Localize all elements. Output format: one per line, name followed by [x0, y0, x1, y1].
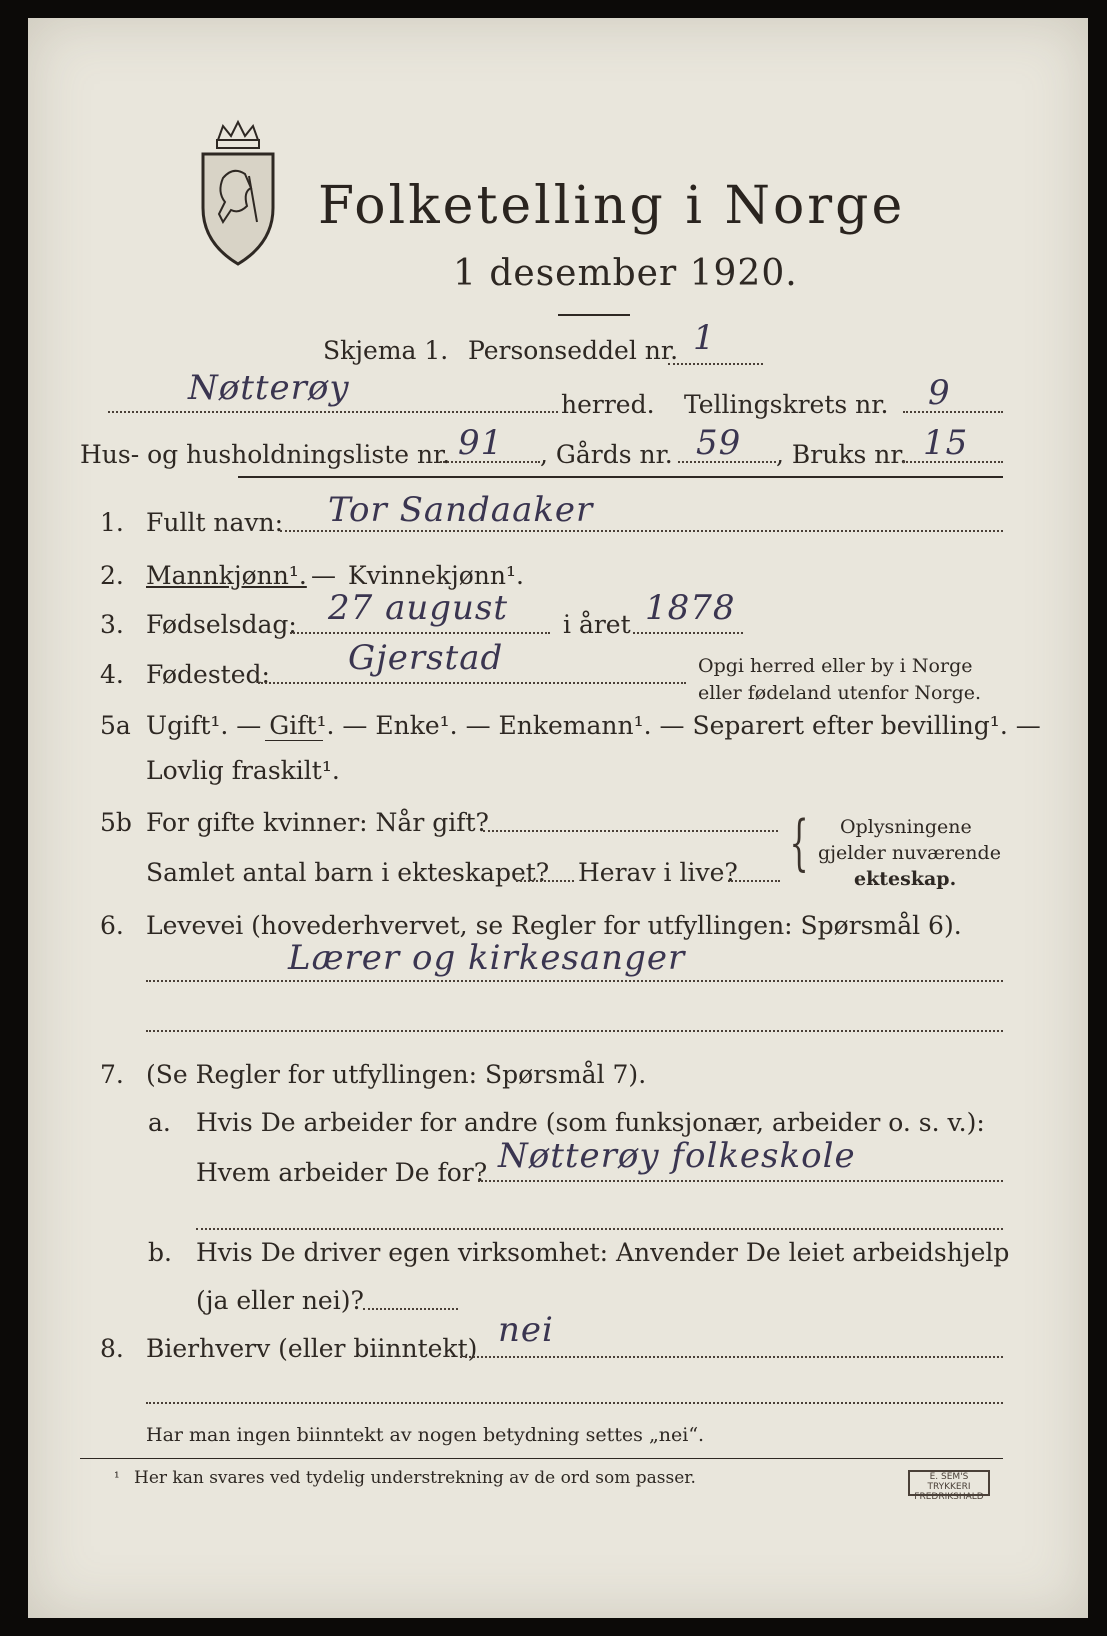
- bruks-label: , Bruks nr.: [776, 440, 908, 469]
- header-rule: [238, 476, 1003, 478]
- q8-line2: [146, 1402, 1003, 1404]
- personseddel-label: Personseddel nr.: [468, 336, 679, 365]
- q2-number: 2.: [100, 561, 124, 590]
- q5b-note-line2: gjelder nuværende: [818, 842, 1001, 864]
- q3-year-value[interactable]: 1878: [645, 588, 736, 628]
- q1-full-name-value[interactable]: Tor Sandaaker: [328, 490, 594, 530]
- q7b-label: Hvis De driver egen virksomhet: Anvender De leiet arbeidshjelp: [196, 1238, 1010, 1267]
- q8-number: 8.: [100, 1334, 124, 1363]
- personseddel-value[interactable]: 1: [693, 318, 716, 358]
- q7a-employer-value[interactable]: Nøtterøy folkeskole: [498, 1136, 856, 1176]
- q4-label: Fødested:: [146, 660, 270, 689]
- q5b-number: 5b: [100, 808, 132, 837]
- q5b-alive-label: Herav i live?: [578, 858, 738, 887]
- q1-line: [280, 530, 1003, 532]
- q5a-options[interactable]: Ugift¹. — Gift¹. — Enke¹. — Enkemann¹. — Separert efter bevilling¹. —: [146, 711, 1041, 740]
- q5b-children-label: Samlet antal barn i ekteskapet?: [146, 858, 550, 887]
- q5a-options-line2[interactable]: Lovlig fraskilt¹.: [146, 756, 340, 785]
- herred-label: herred.: [561, 390, 655, 419]
- herred-line: [108, 411, 558, 413]
- q7-number: 7.: [100, 1060, 124, 1089]
- q7b-letter: b.: [148, 1238, 172, 1267]
- printer-stamp-text: E. SEM'S TRYKKERI FREDRIKSHALD: [914, 1472, 984, 1502]
- q4-note-line1: Opgi herred eller by i Norge: [698, 655, 973, 677]
- q7-label: (Se Regler for utfyllingen: Spørsmål 7).: [146, 1060, 647, 1089]
- tellingskrets-label: Tellingskrets nr.: [684, 390, 889, 419]
- title-divider: [558, 314, 630, 316]
- census-form-sheet: [28, 18, 1088, 1618]
- q7a-letter: a.: [148, 1108, 171, 1137]
- q4-birthplace-value[interactable]: Gjerstad: [348, 638, 504, 678]
- q3-line: [290, 632, 550, 634]
- q2-male-option[interactable]: Mannkjønn¹.: [146, 561, 307, 590]
- q3-label: Fødselsdag:: [146, 610, 297, 639]
- q2-female-option[interactable]: Kvinnekjønn¹.: [348, 561, 524, 590]
- q5b-brace: {: [789, 808, 809, 878]
- q8-label: Bierhverv (eller biinntekt): [146, 1334, 478, 1363]
- q1-number: 1.: [100, 508, 124, 537]
- q4-line: [258, 682, 686, 684]
- q5b-children-line: [516, 880, 574, 882]
- coat-of-arms-icon: [193, 118, 283, 268]
- q7b-line: [363, 1308, 458, 1310]
- bruks-value[interactable]: 15: [923, 423, 969, 463]
- q5b-alive-line: [728, 880, 780, 882]
- q5a-number: 5a: [100, 711, 131, 740]
- q6-line2: [146, 1030, 1003, 1032]
- gards-label: , Gårds nr.: [540, 440, 673, 469]
- q3-number: 3.: [100, 610, 124, 639]
- q5a-gift-underline: [265, 740, 323, 741]
- q6-occupation-value[interactable]: Lærer og kirkesanger: [288, 938, 686, 978]
- personseddel-line: [668, 363, 763, 365]
- census-date: 1 desember 1920.: [453, 253, 798, 294]
- q7b-label-2: (ja eller nei)?: [196, 1286, 364, 1315]
- q5b-married-line: [483, 830, 778, 832]
- skjema-label: Skjema 1.: [323, 336, 449, 365]
- q8-note: Har man ingen biinntekt av nogen betydning settes „nei“.: [146, 1424, 705, 1446]
- q2-separator: —: [311, 561, 336, 590]
- q6-label: Levevei (hovederhvervet, se Regler for utfyllingen: Spørsmål 6).: [146, 911, 962, 940]
- form-title: Folketelling i Norge: [318, 176, 906, 236]
- q4-number: 4.: [100, 660, 124, 689]
- husliste-value[interactable]: 91: [458, 423, 504, 463]
- q7a-label-2: Hvem arbeider De for?: [196, 1158, 488, 1187]
- q7a-label: Hvis De arbeider for andre (som funksjonær, arbeider o. s. v.):: [196, 1108, 985, 1137]
- q5b-label: For gifte kvinner: Når gift?: [146, 808, 489, 837]
- q7a-line2: [196, 1228, 1003, 1230]
- footnote-text: Her kan svares ved tydelig understrekning av de ord som passer.: [134, 1468, 696, 1488]
- q8-secondary-income-value[interactable]: nei: [498, 1310, 554, 1350]
- footnote-rule: [80, 1458, 1003, 1459]
- printer-stamp: [908, 1470, 990, 1502]
- tellingskrets-value[interactable]: 9: [928, 373, 951, 413]
- tellingskrets-line: [903, 411, 1003, 413]
- q6-number: 6.: [100, 911, 124, 940]
- q1-label: Fullt navn:: [146, 508, 284, 537]
- herred-value[interactable]: Nøtterøy: [188, 368, 350, 408]
- q8-line: [460, 1356, 1003, 1358]
- husliste-label: Hus- og husholdningsliste nr.: [80, 440, 451, 469]
- q7a-line: [478, 1180, 1003, 1182]
- q5b-note-line3: ekteskap.: [854, 868, 957, 890]
- q4-note-line2: eller fødeland utenfor Norge.: [698, 682, 982, 704]
- footnote-mark: ¹: [114, 1470, 120, 1486]
- q5b-note-line1: Oplysningene: [840, 816, 972, 838]
- q3-year-label: i året: [563, 610, 631, 639]
- gards-value[interactable]: 59: [696, 423, 742, 463]
- q6-line1: [146, 980, 1003, 982]
- q3-birthday-value[interactable]: 27 august: [328, 588, 509, 628]
- q3-year-line: [633, 632, 743, 634]
